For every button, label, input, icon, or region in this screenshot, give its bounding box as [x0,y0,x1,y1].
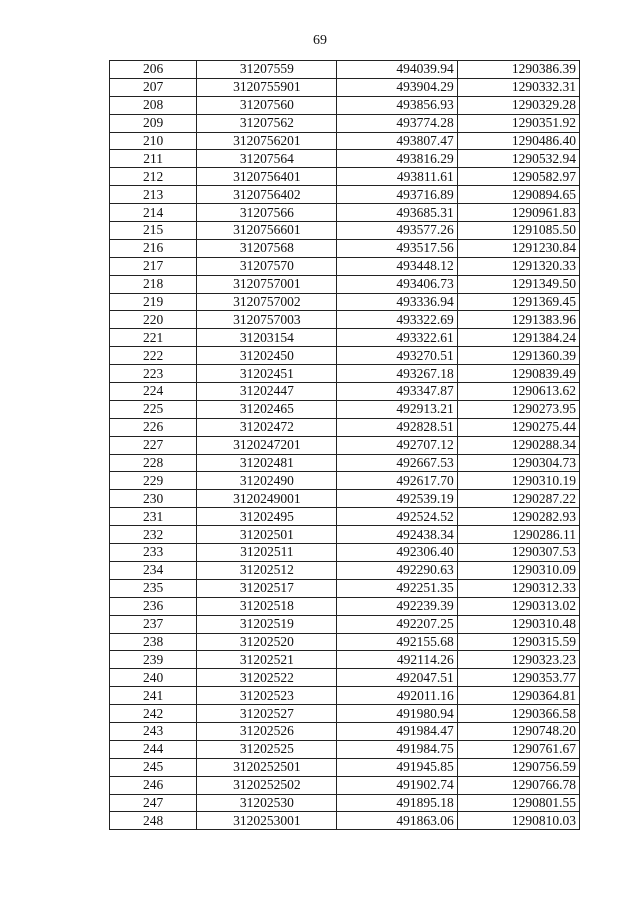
point-code-cell: 3120757003 [197,311,337,329]
point-number-cell: 240 [110,669,197,687]
x-coordinate-cell: 493270.51 [337,347,457,365]
x-coordinate-cell: 491902.74 [337,776,457,794]
y-coordinate-cell: 1290286.11 [457,526,579,544]
table-row [110,168,580,186]
x-coordinate-cell: 492913.21 [337,400,457,418]
point-code-cell: 31207564 [197,150,337,168]
y-coordinate-cell: 1290351.92 [457,114,579,132]
y-coordinate-cell: 1291360.39 [457,347,579,365]
y-coordinate-cell: 1290304.73 [457,454,579,472]
x-coordinate-cell: 493856.93 [337,96,457,114]
point-code-cell: 31202530 [197,794,337,812]
y-coordinate-cell: 1291085.50 [457,222,579,240]
y-coordinate-cell: 1290288.34 [457,436,579,454]
table-row [110,150,580,168]
point-code-cell: 3120756401 [197,168,337,186]
point-number-cell: 208 [110,96,197,114]
y-coordinate-cell: 1291383.96 [457,311,579,329]
table-row [110,579,580,597]
point-number-cell: 245 [110,758,197,776]
x-coordinate-cell: 493267.18 [337,365,457,383]
point-number-cell: 246 [110,776,197,794]
y-coordinate-cell: 1290961.83 [457,204,579,222]
coordinates-table [109,60,580,830]
point-code-cell: 3120247201 [197,436,337,454]
point-code-cell: 31202490 [197,472,337,490]
point-number-cell: 242 [110,705,197,723]
y-coordinate-cell: 1290287.22 [457,490,579,508]
point-code-cell: 31202522 [197,669,337,687]
point-code-cell: 31203154 [197,329,337,347]
point-code-cell: 31207562 [197,114,337,132]
point-code-cell: 31202481 [197,454,337,472]
table-row [110,257,580,275]
x-coordinate-cell: 491984.75 [337,740,457,758]
point-code-cell: 31202451 [197,365,337,383]
point-number-cell: 217 [110,257,197,275]
table-row [110,740,580,758]
y-coordinate-cell: 1290273.95 [457,400,579,418]
point-code-cell: 3120756201 [197,132,337,150]
table-row [110,239,580,257]
point-code-cell: 31202447 [197,383,337,401]
table-row [110,418,580,436]
y-coordinate-cell: 1290312.33 [457,579,579,597]
x-coordinate-cell: 492114.26 [337,651,457,669]
x-coordinate-cell: 493336.94 [337,293,457,311]
point-number-cell: 232 [110,526,197,544]
y-coordinate-cell: 1290582.97 [457,168,579,186]
x-coordinate-cell: 494039.94 [337,61,457,79]
y-coordinate-cell: 1290766.78 [457,776,579,794]
table-row [110,329,580,347]
point-number-cell: 248 [110,812,197,830]
table-row [110,365,580,383]
point-number-cell: 210 [110,132,197,150]
x-coordinate-cell: 493811.61 [337,168,457,186]
point-code-cell: 3120252501 [197,758,337,776]
x-coordinate-cell: 493816.29 [337,150,457,168]
x-coordinate-cell: 492539.19 [337,490,457,508]
point-number-cell: 219 [110,293,197,311]
point-number-cell: 239 [110,651,197,669]
y-coordinate-cell: 1290332.31 [457,78,579,96]
x-coordinate-cell: 491984.47 [337,722,457,740]
point-code-cell: 31202501 [197,526,337,544]
table-row [110,454,580,472]
table-body [110,61,580,830]
y-coordinate-cell: 1290310.09 [457,561,579,579]
point-number-cell: 209 [110,114,197,132]
point-number-cell: 235 [110,579,197,597]
point-code-cell: 31202512 [197,561,337,579]
x-coordinate-cell: 492011.16 [337,687,457,705]
table-row [110,347,580,365]
point-number-cell: 224 [110,383,197,401]
y-coordinate-cell: 1290810.03 [457,812,579,830]
x-coordinate-cell: 493322.69 [337,311,457,329]
y-coordinate-cell: 1290532.94 [457,150,579,168]
y-coordinate-cell: 1290364.81 [457,687,579,705]
x-coordinate-cell: 493685.31 [337,204,457,222]
y-coordinate-cell: 1290313.02 [457,597,579,615]
point-code-cell: 31202472 [197,418,337,436]
y-coordinate-cell: 1290613.62 [457,383,579,401]
y-coordinate-cell: 1290894.65 [457,186,579,204]
point-number-cell: 227 [110,436,197,454]
point-code-cell: 31202526 [197,722,337,740]
point-code-cell: 31207568 [197,239,337,257]
y-coordinate-cell: 1290486.40 [457,132,579,150]
y-coordinate-cell: 1290748.20 [457,722,579,740]
y-coordinate-cell: 1290329.28 [457,96,579,114]
y-coordinate-cell: 1290761.67 [457,740,579,758]
point-number-cell: 244 [110,740,197,758]
point-number-cell: 221 [110,329,197,347]
table-row [110,597,580,615]
point-number-cell: 230 [110,490,197,508]
point-code-cell: 3120757001 [197,275,337,293]
point-code-cell: 3120756601 [197,222,337,240]
x-coordinate-cell: 493807.47 [337,132,457,150]
point-code-cell: 31202527 [197,705,337,723]
point-code-cell: 31202517 [197,579,337,597]
y-coordinate-cell: 1290315.59 [457,633,579,651]
x-coordinate-cell: 492155.68 [337,633,457,651]
x-coordinate-cell: 493347.87 [337,383,457,401]
table-row [110,222,580,240]
table-row [110,132,580,150]
point-number-cell: 234 [110,561,197,579]
table-row [110,758,580,776]
table-row [110,633,580,651]
table-row [110,186,580,204]
point-number-cell: 233 [110,544,197,562]
point-number-cell: 241 [110,687,197,705]
x-coordinate-cell: 493577.26 [337,222,457,240]
point-code-cell: 3120755901 [197,78,337,96]
y-coordinate-cell: 1290353.77 [457,669,579,687]
table-row [110,293,580,311]
point-code-cell: 3120756402 [197,186,337,204]
table-row [110,812,580,830]
point-code-cell: 3120249001 [197,490,337,508]
x-coordinate-cell: 492239.39 [337,597,457,615]
point-number-cell: 212 [110,168,197,186]
x-coordinate-cell: 492828.51 [337,418,457,436]
point-code-cell: 3120252502 [197,776,337,794]
x-coordinate-cell: 491945.85 [337,758,457,776]
x-coordinate-cell: 492207.25 [337,615,457,633]
point-number-cell: 207 [110,78,197,96]
x-coordinate-cell: 493904.29 [337,78,457,96]
y-coordinate-cell: 1291320.33 [457,257,579,275]
table-row [110,722,580,740]
point-number-cell: 237 [110,615,197,633]
point-number-cell: 238 [110,633,197,651]
y-coordinate-cell: 1290801.55 [457,794,579,812]
table-row [110,615,580,633]
point-code-cell: 31207560 [197,96,337,114]
point-number-cell: 218 [110,275,197,293]
point-code-cell: 31202525 [197,740,337,758]
x-coordinate-cell: 492617.70 [337,472,457,490]
point-number-cell: 226 [110,418,197,436]
x-coordinate-cell: 493774.28 [337,114,457,132]
table-row [110,669,580,687]
y-coordinate-cell: 1290323.23 [457,651,579,669]
page-number: 69 [313,33,327,48]
point-number-cell: 214 [110,204,197,222]
x-coordinate-cell: 493322.61 [337,329,457,347]
table-row [110,651,580,669]
y-coordinate-cell: 1290310.48 [457,615,579,633]
table-row [110,96,580,114]
table-row [110,275,580,293]
y-coordinate-cell: 1290839.49 [457,365,579,383]
x-coordinate-cell: 492707.12 [337,436,457,454]
point-number-cell: 229 [110,472,197,490]
point-number-cell: 222 [110,347,197,365]
point-number-cell: 215 [110,222,197,240]
point-code-cell: 31207570 [197,257,337,275]
x-coordinate-cell: 492438.34 [337,526,457,544]
table-row [110,705,580,723]
x-coordinate-cell: 493716.89 [337,186,457,204]
x-coordinate-cell: 492306.40 [337,544,457,562]
table-row [110,311,580,329]
y-coordinate-cell: 1290366.58 [457,705,579,723]
point-number-cell: 247 [110,794,197,812]
x-coordinate-cell: 491863.06 [337,812,457,830]
point-number-cell: 223 [110,365,197,383]
table-row [110,204,580,222]
table-row [110,383,580,401]
x-coordinate-cell: 492667.53 [337,454,457,472]
point-number-cell: 211 [110,150,197,168]
table-row [110,114,580,132]
point-code-cell: 31207559 [197,61,337,79]
point-code-cell: 31202465 [197,400,337,418]
point-code-cell: 31202511 [197,544,337,562]
y-coordinate-cell: 1291349.50 [457,275,579,293]
point-code-cell: 3120253001 [197,812,337,830]
point-code-cell: 31202521 [197,651,337,669]
point-number-cell: 220 [110,311,197,329]
point-code-cell: 31207566 [197,204,337,222]
x-coordinate-cell: 493406.73 [337,275,457,293]
point-code-cell: 31202520 [197,633,337,651]
point-number-cell: 216 [110,239,197,257]
point-number-cell: 231 [110,508,197,526]
table-row [110,508,580,526]
table-row [110,561,580,579]
x-coordinate-cell: 493448.12 [337,257,457,275]
x-coordinate-cell: 491895.18 [337,794,457,812]
table-row [110,472,580,490]
y-coordinate-cell: 1291369.45 [457,293,579,311]
table-row [110,61,580,79]
point-code-cell: 3120757002 [197,293,337,311]
table-row [110,436,580,454]
x-coordinate-cell: 492047.51 [337,669,457,687]
table-row [110,794,580,812]
y-coordinate-cell: 1291230.84 [457,239,579,257]
y-coordinate-cell: 1290307.53 [457,544,579,562]
y-coordinate-cell: 1290282.93 [457,508,579,526]
x-coordinate-cell: 491980.94 [337,705,457,723]
y-coordinate-cell: 1290275.44 [457,418,579,436]
point-code-cell: 31202519 [197,615,337,633]
y-coordinate-cell: 1290756.59 [457,758,579,776]
point-number-cell: 206 [110,61,197,79]
point-code-cell: 31202450 [197,347,337,365]
x-coordinate-cell: 492290.63 [337,561,457,579]
point-number-cell: 225 [110,400,197,418]
point-number-cell: 243 [110,722,197,740]
table-row [110,400,580,418]
table-row [110,776,580,794]
table-row [110,544,580,562]
point-code-cell: 31202523 [197,687,337,705]
point-number-cell: 236 [110,597,197,615]
point-number-cell: 213 [110,186,197,204]
x-coordinate-cell: 492251.35 [337,579,457,597]
table-row [110,526,580,544]
y-coordinate-cell: 1290386.39 [457,61,579,79]
point-code-cell: 31202518 [197,597,337,615]
table-row [110,687,580,705]
x-coordinate-cell: 492524.52 [337,508,457,526]
table-row [110,490,580,508]
table-row [110,78,580,96]
x-coordinate-cell: 493517.56 [337,239,457,257]
y-coordinate-cell: 1290310.19 [457,472,579,490]
point-number-cell: 228 [110,454,197,472]
point-code-cell: 31202495 [197,508,337,526]
y-coordinate-cell: 1291384.24 [457,329,579,347]
